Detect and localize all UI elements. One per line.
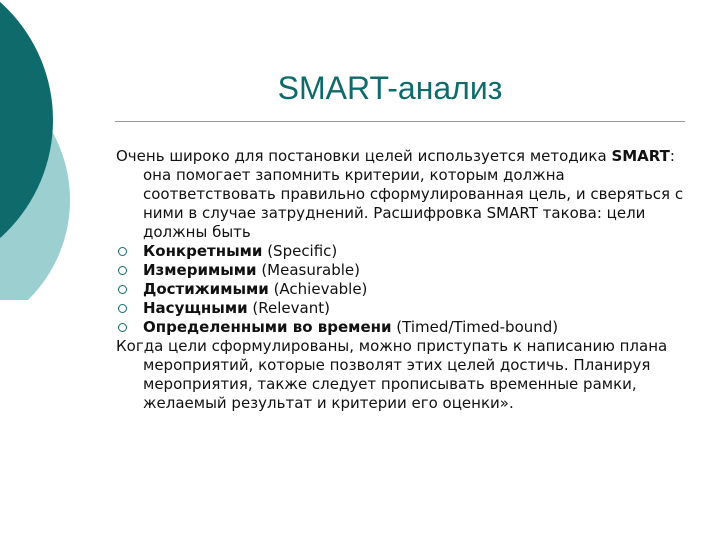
intro-text-start: Очень широко для постановки целей используется методика [116, 147, 612, 165]
criterion-term: Определенными во времени [143, 318, 392, 336]
outro-paragraph: Когда цели сформулированы, можно приступать к написанию плана мероприятий, которые позволят этих целей достичь. Планируя мероприятия, также следует прописывать временные рамки, желаемый результат и критерии его оценки». [116, 337, 668, 412]
list-item-specific [116, 242, 696, 261]
list-item-relevant [116, 299, 696, 318]
slide-title: SMART-анализ [277, 70, 503, 106]
circle-bullet-icon [118, 304, 127, 313]
criterion-term: Насущными [143, 299, 248, 317]
list-item-timed [116, 318, 696, 337]
circle-bullet-icon [118, 247, 127, 256]
criterion-english: (Relevant) [247, 299, 330, 317]
criterion-term: Достижимыми [143, 280, 269, 298]
criterion-english: (Achievable) [268, 280, 368, 298]
intro-text-end: : она помогает запомнить критерии, которым должна соответствовать правильно сформулированная цель, и сверяться с ними в случае затруднений. Расшифровка SMART такова: цели должны быть [143, 147, 684, 241]
circle-bullet-icon [118, 323, 127, 332]
list-item-achievable [116, 280, 696, 299]
circle-bullet-icon [118, 266, 127, 275]
slide-body [116, 147, 696, 413]
circle-bullet-icon [118, 285, 127, 294]
criterion-english: (Timed/Timed-bound) [391, 318, 559, 336]
criterion-term: Конкретными [143, 242, 263, 260]
intro-smart-term: SMART [611, 147, 670, 165]
decorative-circles [0, 0, 120, 300]
criterion-english: (Measurable) [256, 261, 360, 279]
list-item-measurable [116, 261, 696, 280]
intro-paragraph [116, 147, 696, 242]
title-divider [115, 121, 685, 122]
criterion-term: Измеримыми [143, 261, 257, 279]
criterion-english: (Specific) [262, 242, 338, 260]
smart-criteria-list [116, 242, 696, 337]
